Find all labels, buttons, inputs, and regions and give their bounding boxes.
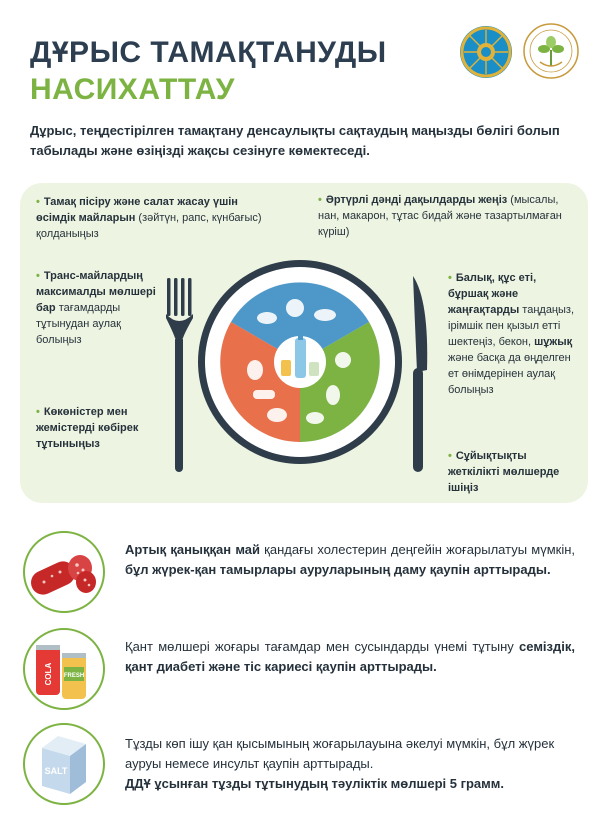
salt-package-icon bbox=[22, 722, 106, 806]
sausage-icon bbox=[22, 530, 106, 614]
healthy-plate-icon bbox=[155, 260, 445, 480]
soda-cans-icon bbox=[22, 627, 106, 711]
page-title-line1: ДҰРЫС ТАМАҚТАНУДЫ bbox=[30, 36, 387, 69]
salt-text: Тұзды көп ішу қан қысымының жоғарылауына әкелуі мүмкін, бұл жүрек ауруы немесе инсульт қаупін арттырады. ДДҰ ұсынған тұзды тұтынудың тәуліктік мөлшері 5 грамм. bbox=[125, 736, 555, 791]
tip-vegetables-fruits: • Көкөністер мен жемістерді көбірек тұтыныңыз bbox=[36, 406, 139, 450]
tip-protein: • Балық, құс еті, бұршақ және жаңғақтарды таңдаңыз, ірімшік пен қызыл етті шектеңіз, бекон, шұжық және басқа да өңделген ет өнімдерінен аулақ болыңыз bbox=[448, 272, 575, 396]
bullet-icon: • bbox=[36, 196, 40, 208]
bullet-icon: • bbox=[36, 270, 40, 282]
healthy-lifestyle-center-logo-icon bbox=[522, 22, 580, 80]
bullet-icon: • bbox=[448, 450, 452, 462]
tip-trans-fats: • Транс-майлардың максималды мөлшері бар тағамдарды тұтынудан аулақ болыңыз bbox=[36, 270, 156, 346]
tip-vegetable-oils: • Тамақ пісіру және салат жасау үшін өсімдік майларын (зәйтүн, рапс, күнбағыс) қолданыңыз bbox=[36, 196, 262, 240]
can1-label: COLA bbox=[44, 662, 53, 686]
sugar-text: Қант мөлшері жоғары тағамдар мен сусындарды үнемі тұтыну семіздік, қант диабеті және тіс кариесі қаупін арттырады. bbox=[125, 639, 575, 674]
bullet-icon: • bbox=[448, 272, 452, 284]
bullet-icon: • bbox=[318, 194, 322, 206]
tip-fluids: • Сұйықтықты жеткілікті мөлшерде ішіңіз bbox=[448, 450, 560, 494]
intro-paragraph: Дұрыс, теңдестірілген тамақтану денсаулықты сақтаудың маңызды бөлігі болып табылады және өзіңізді жақсы сезінуге көмектеседі. bbox=[30, 123, 560, 158]
fork-icon bbox=[166, 278, 193, 472]
tip-grains: • Әртүрлі дәнді дақылдарды жеңіз (мысалы, нан, макарон, тұтас бидай және тазартылмаған күріш) bbox=[318, 194, 562, 238]
bullet-icon: • bbox=[36, 406, 40, 418]
knife-icon bbox=[413, 276, 427, 472]
saturated-fat-text: Артық қаныққан май қандағы холестерин деңгейін жоғарылатуы мүмкін, бұл жүрек-қан тамырлары ауруларының даму қаупін арттырады. bbox=[125, 542, 575, 577]
page-title-line2: НАСИХАТТАУ bbox=[30, 73, 235, 106]
kazakhstan-emblem-icon bbox=[458, 24, 514, 80]
can2-label: FRESH bbox=[63, 673, 85, 679]
salt-label: SALT bbox=[44, 766, 68, 776]
